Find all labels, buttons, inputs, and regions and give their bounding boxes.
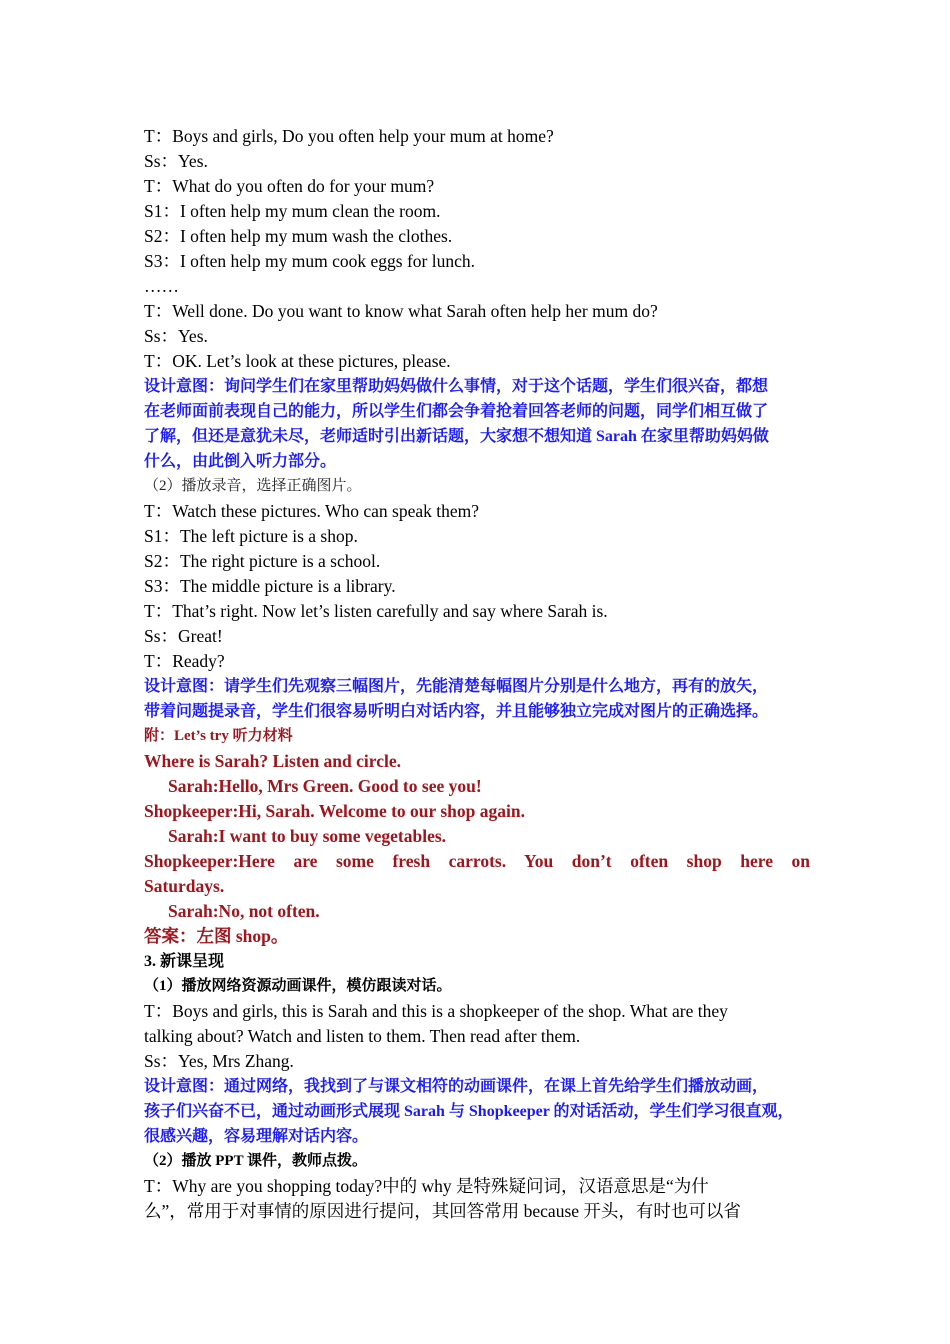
appendix-label: 附：Let’s try 听力材料 <box>144 728 293 744</box>
design-intent-3 <box>144 1074 810 1149</box>
dialog-animation <box>144 999 810 1074</box>
listening-title: Where is Sarah? Listen and circle. <box>144 751 401 771</box>
listening-line: Sarah:No, not often. <box>168 901 320 921</box>
section-heading: 3. 新课呈现 <box>144 953 225 970</box>
document-body <box>144 124 810 1224</box>
dialog-line: T：Well done. Do you want to know what Sarah often help her mum do? <box>144 301 658 321</box>
dialog-line: 么”，常用于对事情的原因进行提问，其回答常用 because 开头，有时也可以省 <box>144 1201 741 1221</box>
dialog-line: Ss：Great! <box>144 626 223 646</box>
step-heading: （1）播放网络资源动画课件，模仿跟读对话。 <box>144 978 452 994</box>
dialog-line: Ss：Yes. <box>144 151 208 171</box>
listening-material <box>144 749 810 949</box>
listening-line: Sarah:Hello, Mrs Green. Good to see you! <box>168 776 482 796</box>
listening-answer: 答案：左图 shop。 <box>144 926 289 946</box>
listening-line: Saturdays. <box>144 876 225 896</box>
design-intent-2 <box>144 674 810 724</box>
dialog-line: T：OK. Let’s look at these pictures, please. <box>144 351 451 371</box>
dialog-line: talking about? Watch and listen to them. Then read after them. <box>144 1026 581 1046</box>
dialog-line: Ss：Yes, Mrs Zhang. <box>144 1051 294 1071</box>
design-line: 孩子们兴奋不已，通过动画形式展现 Sarah 与 Shopkeeper 的对话活动，学生们学习很直观， <box>144 1103 794 1120</box>
dialog-line: T：That’s right. Now let’s listen carefully and say where Sarah is. <box>144 601 608 621</box>
listening-line: Sarah:I want to buy some vegetables. <box>168 826 447 846</box>
design-line: 很感兴趣，容易理解对话内容。 <box>144 1128 369 1145</box>
dialog-intro <box>144 124 810 374</box>
design-intent-1 <box>144 374 810 474</box>
dialog-line: S2：I often help my mum wash the clothes. <box>144 226 453 246</box>
dialog-line: S1：The left picture is a shop. <box>144 526 358 546</box>
dialog-line: S3：The middle picture is a library. <box>144 576 396 596</box>
dialog-line: S3：I often help my mum cook eggs for lunch. <box>144 251 475 271</box>
design-line: 设计意图：请学生们先观察三幅图片，先能清楚每幅图片分别是什么地方，再有的放矢， <box>144 678 769 695</box>
listening-line: Shopkeeper:Here are some fresh carrots. You don’t often shop here on <box>144 851 810 871</box>
dialog-line: T：Watch these pictures. Who can speak them? <box>144 501 480 521</box>
dialog-line: T：Boys and girls, Do you often help your mum at home? <box>144 126 554 146</box>
design-line: 设计意图：通过网络，我找到了与课文相符的动画课件，在课上首先给学生们播放动画， <box>144 1078 769 1095</box>
dialog-line: …… <box>144 276 179 296</box>
dialog-line: T：Why are you shopping today?中的 why 是特殊疑问词，汉语意思是“为什 <box>144 1176 709 1196</box>
dialog-line: T：Ready? <box>144 651 225 671</box>
design-line: 什么，由此倒入听力部分。 <box>144 453 337 470</box>
dialog-line: S2：The right picture is a school. <box>144 551 381 571</box>
listening-line: Shopkeeper:Hi, Sarah. Welcome to our shop again. <box>144 801 525 821</box>
dialog-explanation <box>144 1174 810 1224</box>
step-heading: （2）播放 PPT 课件，教师点拨。 <box>144 1153 368 1169</box>
design-line: 了解，但还是意犹未尽，老师适时引出新话题，大家想不想知道 Sarah 在家里帮助妈妈做 <box>144 428 769 445</box>
design-line: 在老师面前表现自己的能力，所以学生们都会争着抢着回答老师的问题，同学们相互做了 <box>144 403 769 420</box>
dialog-line: S1：I often help my mum clean the room. <box>144 201 441 221</box>
dialog-line: Ss：Yes. <box>144 326 208 346</box>
design-line: 设计意图：询问学生们在家里帮助妈妈做什么事情，对于这个话题，学生们很兴奋，都想 <box>144 378 769 395</box>
dialog-line: T：What do you often do for your mum? <box>144 176 435 196</box>
design-line: 带着问题提录音，学生们很容易听明白对话内容，并且能够独立完成对图片的正确选择。 <box>144 703 769 720</box>
dialog-pictures <box>144 499 810 674</box>
step-heading: （2）播放录音，选择正确图片。 <box>144 478 362 494</box>
dialog-line: T：Boys and girls, this is Sarah and this is a shopkeeper of the shop. What are they <box>144 1001 728 1021</box>
